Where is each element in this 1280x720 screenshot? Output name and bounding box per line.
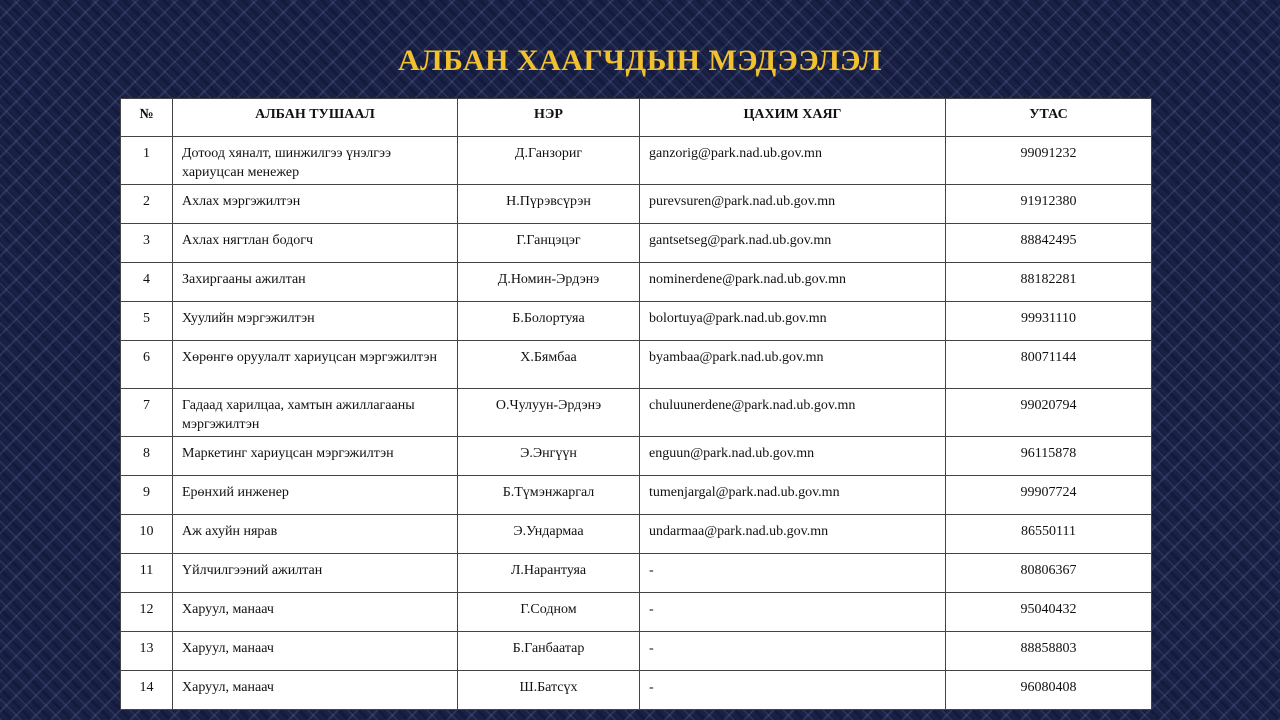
- table-header-row: [121, 99, 1152, 137]
- cell-name: Х.Бямбаа: [458, 340, 640, 388]
- cell-phone: 96115878: [946, 437, 1152, 476]
- table-row: [121, 593, 1152, 632]
- cell-email: undarmaa@park.nad.ub.gov.mn: [640, 515, 946, 554]
- cell-number: 6: [121, 340, 173, 388]
- column-header-email: ЦАХИМ ХАЯГ: [640, 99, 946, 137]
- cell-number: 12: [121, 593, 173, 632]
- staff-table-container: [120, 98, 1151, 710]
- column-header-name: НЭР: [458, 99, 640, 137]
- cell-phone: 96080408: [946, 670, 1152, 709]
- cell-name: Г.Ганцэцэг: [458, 224, 640, 263]
- cell-email: -: [640, 554, 946, 593]
- cell-position: Захиргааны ажилтан: [173, 263, 458, 302]
- cell-email: tumenjargal@park.nad.ub.gov.mn: [640, 476, 946, 515]
- cell-name: Б.Ганбаатар: [458, 632, 640, 671]
- table-body: [121, 137, 1152, 710]
- cell-name: Л.Нарантуяа: [458, 554, 640, 593]
- cell-number: 5: [121, 302, 173, 341]
- column-header-number: №: [121, 99, 173, 137]
- cell-name: Д.Номин-Эрдэнэ: [458, 263, 640, 302]
- cell-number: 7: [121, 389, 173, 437]
- cell-position: Харуул, манаач: [173, 632, 458, 671]
- cell-email: byambaa@park.nad.ub.gov.mn: [640, 340, 946, 388]
- cell-phone: 80806367: [946, 554, 1152, 593]
- cell-position: Хөрөнгө оруулалт хариуцсан мэргэжилтэн: [173, 340, 458, 388]
- table-row: [121, 302, 1152, 341]
- table-row: [121, 632, 1152, 671]
- cell-name: Г.Содном: [458, 593, 640, 632]
- cell-phone: 88858803: [946, 632, 1152, 671]
- cell-position: Гадаад харилцаа, хамтын ажиллагааны мэргэжилтэн: [173, 389, 458, 437]
- cell-number: 3: [121, 224, 173, 263]
- cell-position: Дотоод хяналт, шинжилгээ үнэлгээ хариуцсан менежер: [173, 137, 458, 185]
- cell-number: 8: [121, 437, 173, 476]
- cell-number: 2: [121, 185, 173, 224]
- table-row: [121, 137, 1152, 185]
- cell-name: Э.Энгүүн: [458, 437, 640, 476]
- cell-number: 11: [121, 554, 173, 593]
- cell-position: Ерөнхий инженер: [173, 476, 458, 515]
- cell-position: Харуул, манаач: [173, 593, 458, 632]
- cell-name: О.Чулуун-Эрдэнэ: [458, 389, 640, 437]
- table-row: [121, 263, 1152, 302]
- cell-position: Хуулийн мэргэжилтэн: [173, 302, 458, 341]
- column-header-phone: УТАС: [946, 99, 1152, 137]
- table-row: [121, 554, 1152, 593]
- cell-email: gantsetseg@park.nad.ub.gov.mn: [640, 224, 946, 263]
- page-title: АЛБАН ХААГЧДЫН МЭДЭЭЛЭЛ: [398, 44, 882, 77]
- table-row: [121, 224, 1152, 263]
- cell-position: Харуул, манаач: [173, 670, 458, 709]
- cell-phone: 86550111: [946, 515, 1152, 554]
- cell-position: Ахлах мэргэжилтэн: [173, 185, 458, 224]
- cell-number: 13: [121, 632, 173, 671]
- cell-phone: 99931110: [946, 302, 1152, 341]
- cell-email: purevsuren@park.nad.ub.gov.mn: [640, 185, 946, 224]
- cell-phone: 99907724: [946, 476, 1152, 515]
- cell-position: Маркетинг хариуцсан мэргэжилтэн: [173, 437, 458, 476]
- cell-phone: 88182281: [946, 263, 1152, 302]
- cell-name: Ш.Батсүх: [458, 670, 640, 709]
- cell-number: 4: [121, 263, 173, 302]
- cell-name: Б.Түмэнжаргал: [458, 476, 640, 515]
- table-row: [121, 437, 1152, 476]
- table-row: [121, 185, 1152, 224]
- cell-phone: 95040432: [946, 593, 1152, 632]
- cell-email: -: [640, 632, 946, 671]
- cell-name: Э.Ундармаа: [458, 515, 640, 554]
- column-header-position: АЛБАН ТУШААЛ: [173, 99, 458, 137]
- cell-email: bolortuya@park.nad.ub.gov.mn: [640, 302, 946, 341]
- cell-email: nominerdene@park.nad.ub.gov.mn: [640, 263, 946, 302]
- cell-position: Ахлах нягтлан бодогч: [173, 224, 458, 263]
- cell-phone: 88842495: [946, 224, 1152, 263]
- table-row: [121, 476, 1152, 515]
- cell-number: 14: [121, 670, 173, 709]
- table-row: [121, 670, 1152, 709]
- staff-table: [120, 98, 1152, 710]
- cell-position: Аж ахуйн нярав: [173, 515, 458, 554]
- cell-number: 1: [121, 137, 173, 185]
- cell-number: 10: [121, 515, 173, 554]
- table-row: [121, 340, 1152, 388]
- cell-phone: 99091232: [946, 137, 1152, 185]
- cell-name: Н.Пүрэвсүрэн: [458, 185, 640, 224]
- table-row: [121, 515, 1152, 554]
- cell-position: Үйлчилгээний ажилтан: [173, 554, 458, 593]
- cell-email: chuluunerdene@park.nad.ub.gov.mn: [640, 389, 946, 437]
- table-row: [121, 389, 1152, 437]
- cell-name: Д.Ганзориг: [458, 137, 640, 185]
- cell-email: ganzorig@park.nad.ub.gov.mn: [640, 137, 946, 185]
- cell-phone: 80071144: [946, 340, 1152, 388]
- cell-email: -: [640, 593, 946, 632]
- cell-number: 9: [121, 476, 173, 515]
- cell-phone: 99020794: [946, 389, 1152, 437]
- cell-email: -: [640, 670, 946, 709]
- cell-phone: 91912380: [946, 185, 1152, 224]
- cell-email: enguun@park.nad.ub.gov.mn: [640, 437, 946, 476]
- cell-name: Б.Болортуяа: [458, 302, 640, 341]
